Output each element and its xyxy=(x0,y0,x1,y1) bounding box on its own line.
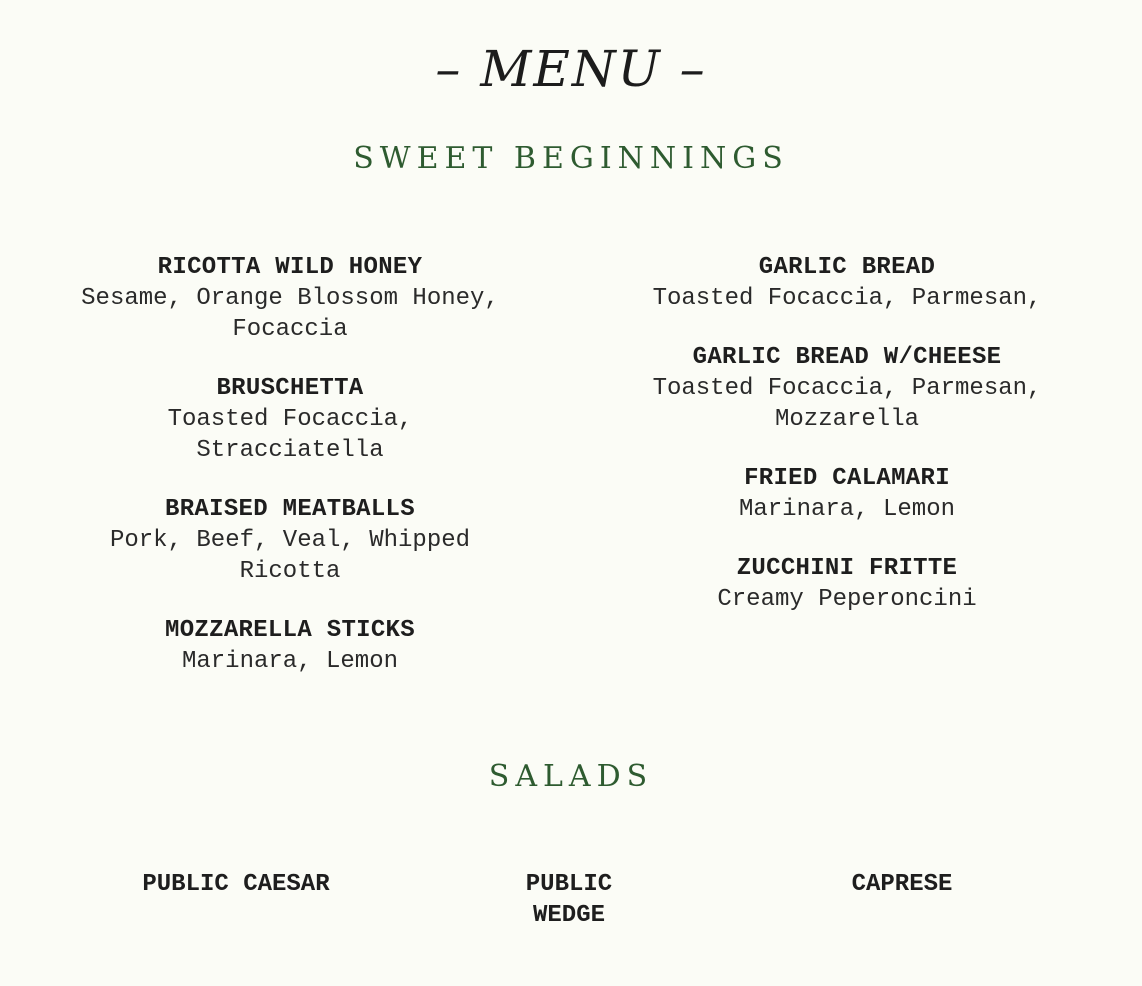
menu-item xyxy=(598,252,1096,314)
section-title-sweet-beginnings: SWEET BEGINNINGS xyxy=(353,141,789,176)
menu-item-description: Pork, Beef, Veal, Whipped Ricotta xyxy=(109,527,471,585)
menu-item xyxy=(598,342,1096,435)
menu-item-name: BRUSCHETTA xyxy=(216,375,364,402)
menu-item-name: MOZZARELLA STICKS xyxy=(165,617,415,644)
menu-item-name: GARLIC BREAD xyxy=(758,254,936,281)
sweet-beginnings-left-column xyxy=(40,252,540,705)
salad-item-public-wedge: PUBLIC WEDGE xyxy=(525,871,613,929)
menu-item xyxy=(40,494,540,587)
menu-item xyxy=(40,373,540,466)
menu-item xyxy=(40,252,540,345)
menu-item-description: Marinara, Lemon xyxy=(738,496,956,523)
menu-item-name: RICOTTA WILD HONEY xyxy=(157,254,423,281)
salad-item-public-caesar: PUBLIC CAESAR xyxy=(142,871,330,898)
menu-item xyxy=(40,615,540,677)
menu-item-description: Toasted Focaccia, Stracciatella xyxy=(167,406,413,464)
menu-item-description: Sesame, Orange Blossom Honey, Focaccia xyxy=(81,285,499,343)
menu-item-description: Marinara, Lemon xyxy=(181,648,399,675)
menu-item-description: Toasted Focaccia, Parmesan, Mozzarella xyxy=(652,375,1042,433)
menu-item-description: Creamy Peperoncini xyxy=(717,586,977,613)
section-title-salads: SALADS xyxy=(488,759,654,794)
menu-item xyxy=(598,463,1096,525)
menu-item-name: FRIED CALAMARI xyxy=(744,465,950,492)
sweet-beginnings-right-column xyxy=(598,252,1096,643)
page-title: – MENU – xyxy=(435,40,707,98)
menu-item-name: BRAISED MEATBALLS xyxy=(165,496,415,523)
menu-item-description: Toasted Focaccia, Parmesan, xyxy=(652,285,1042,312)
menu-item-name: ZUCCHINI FRITTE xyxy=(736,555,958,582)
menu-item-name: GARLIC BREAD W/CHEESE xyxy=(692,344,1002,371)
menu-item xyxy=(598,553,1096,615)
salad-item-caprese: CAPRESE xyxy=(851,871,953,898)
